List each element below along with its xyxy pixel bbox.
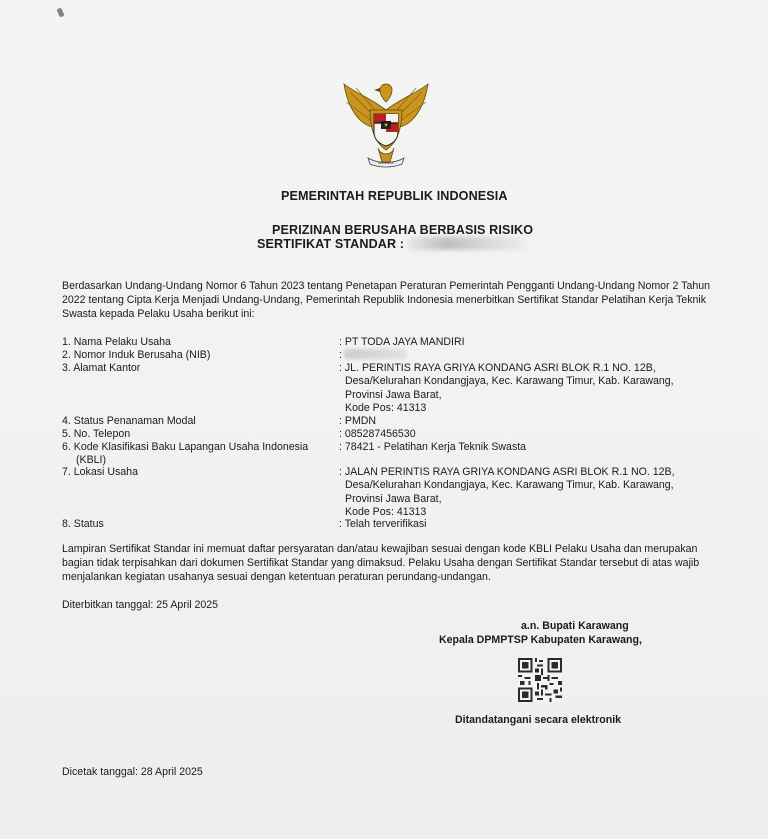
lampiran-paragraph: Lampiran Sertifikat Standar ini memuat daftar persyaratan dan/atau kewajiban sesuai dengan kode KBLI Pelaku Usaha dan merupakan bagian tidak terpisahkan dari dokumen Sertifikat Standar yang dimaksud. Pelaku Usaha dengan Sertifikat Standar tersebut di atas wajib menjalankan kegiatan usahanya sesuai dengan ketentuan peraturan perundang-undangan. [62,543,700,584]
qr-code-icon [518,658,562,702]
government-title: PEMERINTAH REPUBLIK INDONESIA [281,189,508,203]
field-value-status: : Telah terverifikasi [339,518,427,530]
redacted-nib [344,349,406,359]
field-value-telepon: : 085287456530 [339,428,416,440]
field-value-alamat: : JL. PERINTIS RAYA GRIYA KONDANG ASRI BLOK R.1 NO. 12B, Desa/Kelurahan Kondangjaya, Kec. Karawang Timur, Kab. Karawang, Provinsi Jawa Barat, Kode Pos: 41313 [339,362,674,415]
field-value-kbli: : 78421 - Pelatihan Kerja Teknik Swasta [339,441,527,453]
svg-text:BHINNEKA: BHINNEKA [378,161,394,165]
field-label-alamat: 3. Alamat Kantor [62,362,141,374]
scan-speck [56,7,64,17]
field-label-status: 8. Status [62,518,104,530]
issued-date: Diterbitkan tanggal: 25 April 2025 [62,599,219,611]
redacted-certificate-number [407,237,525,250]
field-value-nib: : [339,349,719,362]
field-value-nama: : PT TODA JAYA MANDIRI [339,336,465,348]
field-label-status-modal: 4. Status Penanaman Modal [62,415,196,427]
certificate-number-line [257,237,525,251]
field-label-kbli: 6. Kode Klasifikasi Baku Lapangan Usaha Indonesia (KBLI) [62,441,309,467]
field-label-nib: 2. Nomor Induk Berusaha (NIB) [62,349,211,361]
electronic-signature-note: Ditandatangani secara elektronik [455,714,622,726]
permit-type-title: PERIZINAN BERUSAHA BERBASIS RISIKO [272,223,534,237]
field-value-status-modal: : PMDN [339,415,377,427]
field-label-nama: 1. Nama Pelaku Usaha [62,336,171,348]
field-label-telepon: 5. No. Telepon [62,428,131,440]
field-value-lokasi: : JALAN PERINTIS RAYA GRIYA KONDANG ASRI BLOK R.1 NO. 12B, Desa/Kelurahan Kondangjaya, Kec. Karawang Timur, Kab. Karawang, Provinsi Jawa Barat, Kode Pos: 41313 [339,466,675,519]
signature-line-kepala: Kepala DPMPTSP Kabupaten Karawang, [439,634,642,646]
field-label-lokasi: 7. Lokasi Usaha [62,466,138,478]
printed-date: Dicetak tanggal: 28 April 2025 [62,766,203,778]
signature-line-bupati: a.n. Bupati Karawang [521,620,629,632]
garuda-emblem-icon [340,76,432,170]
certificate-label: SERTIFIKAT STANDAR : [257,237,405,251]
intro-paragraph: Berdasarkan Undang-Undang Nomor 6 Tahun 2023 tentang Penetapan Peraturan Pemerintah Pengganti Undang-Undang Nomor 2 Tahun 2022 tentang Cipta Kerja Menjadi Undang-Undang, Pemerintah Republik Indonesia menerbitkan Sertifikat Standar Pelatihan Kerja Teknik Swasta kepada Pelaku Usaha berikut ini: [62,280,711,321]
